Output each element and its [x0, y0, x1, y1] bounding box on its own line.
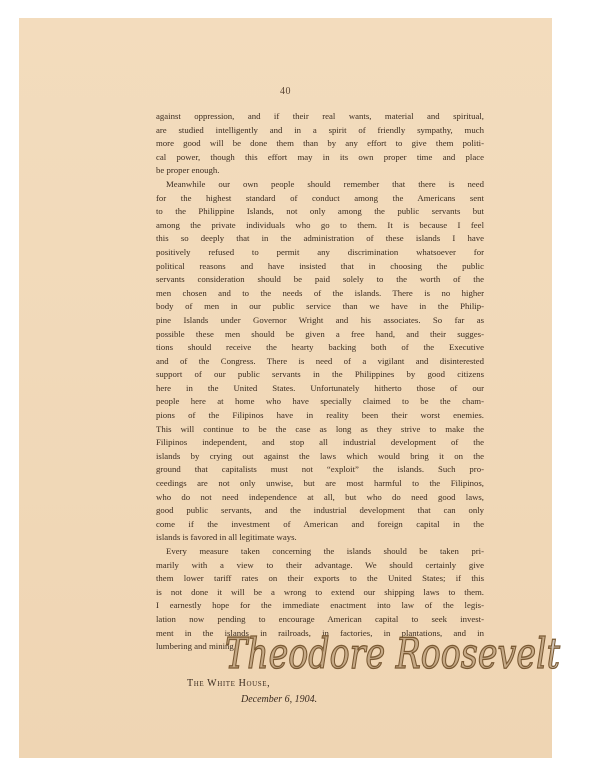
signature-handwriting-stroke: Theodore Roosevelt [225, 629, 561, 678]
text-line: are studied intelligently and in a spirit of friendly sympathy, much [156, 124, 484, 135]
text-line: islands is favored in all legitimate ways. [156, 532, 297, 543]
text-line: positively refused to permit any discrimination whatsoever for [156, 246, 484, 257]
signature [219, 622, 574, 686]
text-line: tions should receive the hearty backing both of the Executive [156, 342, 484, 353]
text-line: possible these men should be given a free hand, and their sugges- [156, 328, 484, 339]
text-line: ment in the islands in railroads, in factories, in plantations, and in [156, 627, 484, 638]
text-line: servants consideration should be paid solely to the worth of the [156, 274, 484, 285]
signature-date: December 6, 1904. [241, 694, 318, 705]
text-line: Every measure taken concerning the islands should be taken pri- [166, 546, 484, 556]
text-line: cal power, though this effort may in its own proper time and place [156, 151, 484, 162]
text-line: pions of the Filipinos have in reality been their worst enemies. [156, 410, 484, 421]
page-number: 40 [280, 86, 291, 97]
text-line: to the Philippine Islands, not only among the public servants but [156, 206, 484, 217]
text-line: support of our public servants in the Philippines by good citizens [156, 369, 484, 380]
text-line: is not done it will be a wrong to extend our shipping laws to them. [156, 586, 484, 597]
text-line: ground that capitalists must not “exploit” the islands. Such pro- [156, 464, 484, 475]
text-line: come if the investment of American and foreign capital in the [156, 518, 484, 529]
document-page [19, 18, 561, 758]
text-line: pine Islands under Governor Wright and his associates. So far as [156, 314, 484, 325]
text-line: Filipinos independent, and stop all industrial development of the [156, 437, 484, 448]
signature-place: The White House, [187, 678, 271, 689]
signature-handwriting: Theodore Roosevelt [225, 629, 561, 678]
text-line: good public servants, and the industrial development that can only [156, 505, 484, 516]
text-line: this so deeply that in the administration of these islands I have [156, 233, 484, 244]
text-line: marily with a view to their advantage. We should certainly give [156, 559, 484, 570]
text-line: ceedings are not only unwise, but are most harmful to the Filipinos, [156, 478, 484, 489]
text-line: here in the United States. Unfortunately hitherto those of our [156, 382, 484, 393]
paragraph [156, 178, 484, 545]
text-line: Meanwhile our own people should remember that there is need [166, 178, 484, 189]
text-line: who do not need independence at all, but who do need good laws, [156, 491, 484, 502]
paragraph [156, 110, 484, 178]
text-line: more good will be done them than by any effort to give them politi- [156, 138, 484, 149]
text-line: for the highest standard of conduct among the Americans sent [156, 192, 484, 203]
text-line: islands by crying out against the laws which would bring it on the [156, 450, 484, 461]
text-line: men chosen and to the needs of the islands. There is no higher [156, 287, 484, 298]
text-line: lumbering and mining. [156, 641, 236, 652]
text-line: This will continue to be the case as long as they strive to make the [156, 423, 484, 434]
text-line: against oppression, and if their real wants, material and spiritual, [156, 111, 484, 121]
text-line: them lower tariff rates on their exports to the United States; if this [156, 573, 484, 584]
text-line: I earnestly hope for the immediate enactment into law of the legis- [156, 600, 484, 611]
text-line: body of men in our public service than we have in the Philip- [156, 301, 484, 312]
text-line: be proper enough. [156, 165, 220, 176]
text-line: political reasons and have insisted that in choosing the public [156, 260, 484, 271]
text-line: people here at home who have specially claimed to be the cham- [156, 396, 484, 407]
text-line: and of the Congress. There is need of a vigilant and disinterested [156, 355, 484, 366]
body-text [156, 110, 484, 654]
text-line: among the private individuals who go to them. It is because I feel [156, 219, 484, 230]
text-line: lation now pending to encourage American capital to seek invest- [156, 613, 484, 624]
